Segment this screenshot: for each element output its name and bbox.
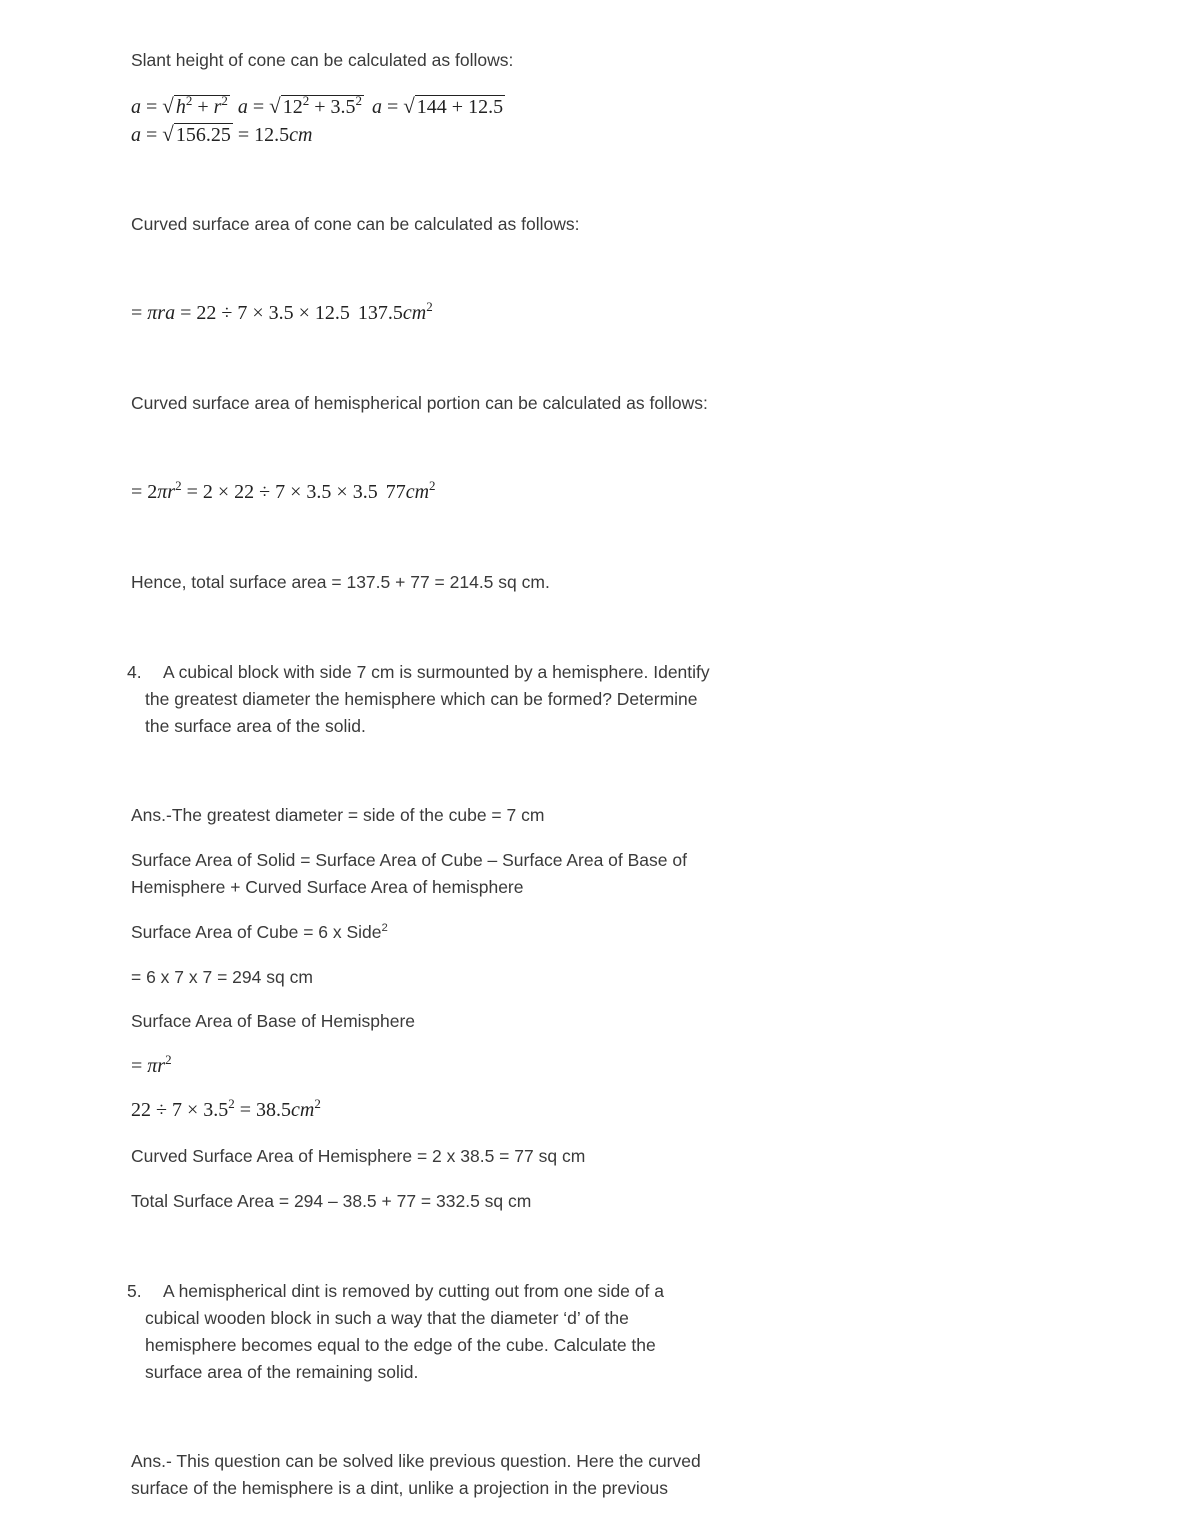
math-text: = (131, 302, 148, 324)
math-variable: a (371, 96, 382, 118)
sqrt-symbol: √ (162, 94, 174, 118)
sa-cube-exponent: 2 (381, 922, 388, 935)
math-text: = 12.5 (232, 124, 290, 146)
math-variable: h (175, 96, 186, 118)
answer-4-diameter: Ans.-The greatest diameter = side of the cube = 7 cm (131, 805, 545, 825)
math-variable: a (237, 96, 248, 118)
math-text: + 3.5 (309, 96, 356, 118)
math-variable: πra (147, 302, 176, 324)
math-variable: cm (405, 481, 430, 503)
question-line (127, 1278, 664, 1305)
math-text: 137.5 (357, 302, 403, 324)
question-line (145, 1359, 664, 1386)
math-variable: a (131, 96, 141, 118)
question-line (145, 713, 710, 740)
answer-5-line-2: surface of the hemisphere is a dint, unlike a projection in the previous (131, 1478, 668, 1498)
math-text: = (141, 96, 163, 118)
question-text: hemisphere becomes equal to the edge of the cube. Calculate the (145, 1335, 656, 1355)
math-variable: a (131, 124, 141, 146)
math-exponent: 2 (228, 1096, 235, 1112)
sa-solid-line-1: Surface Area of Solid = Surface Area of Cube – Surface Area of Base of (131, 850, 687, 870)
question-line (145, 1332, 664, 1359)
csa-hemisphere-calc: Curved Surface Area of Hemisphere = 2 x 38.5 = 77 sq cm (131, 1146, 586, 1166)
math-radicand (174, 123, 233, 146)
math-exponent: 2 (355, 93, 362, 109)
question-4 (127, 659, 710, 740)
slant-height-intro: Slant height of cone can be calculated as follows: (131, 50, 514, 70)
question-text: surface area of the remaining solid. (145, 1362, 419, 1382)
math-square-root (403, 93, 505, 121)
math-text: 144 + 12.5 (416, 96, 504, 118)
question-text: cubical wooden block in such a way that the diameter ‘d’ of the (145, 1308, 629, 1328)
base-calc (131, 1097, 321, 1124)
answer-5-line-1: Ans.- This question can be solved like previous question. Here the curved (131, 1451, 701, 1471)
math-square-root (162, 121, 233, 149)
question-text: A hemispherical dint is removed by cutting out from one side of a (163, 1281, 664, 1301)
slant-height-equation-1 (131, 93, 505, 121)
sqrt-symbol: √ (403, 94, 415, 118)
math-exponent: 2 (314, 1096, 321, 1112)
math-text: 77 (385, 481, 406, 503)
math-variable: πr (147, 1055, 166, 1077)
math-exponent: 2 (165, 1052, 172, 1068)
question-text: the surface area of the solid. (145, 716, 366, 736)
question-number: 5. (127, 1281, 142, 1301)
math-exponent: 2 (221, 93, 228, 109)
sa-cube-text: Surface Area of Cube = 6 x Side (131, 922, 382, 942)
math-text: = 2 (131, 481, 158, 503)
math-text: 22 ÷ 7 × 3.5 (131, 1099, 229, 1121)
total-sa-calc: Total Surface Area = 294 – 38.5 + 77 = 332.5 sq cm (131, 1191, 532, 1211)
math-variable: cm (402, 302, 427, 324)
math-radicand (174, 95, 230, 118)
math-text: = (247, 96, 270, 118)
math-exponent: 2 (302, 93, 310, 109)
math-radicand (415, 95, 505, 118)
csa-cone-equation (131, 300, 433, 327)
math-text: = (141, 124, 163, 146)
sqrt-symbol: √ (162, 122, 174, 146)
math-text: = 2 × 22 ÷ 7 × 3.5 × 3.5 (181, 481, 378, 503)
csa-hemisphere-intro: Curved surface area of hemispherical portion can be calculated as follows: (131, 393, 708, 413)
total-surface-area: Hence, total surface area = 137.5 + 77 = 214.5 sq cm. (131, 572, 550, 592)
math-text: = 22 ÷ 7 × 3.5 × 12.5 (175, 302, 350, 324)
sa-cube (131, 919, 388, 946)
math-text: 156.25 (175, 124, 231, 146)
math-square-root (269, 93, 364, 121)
math-text: + (192, 96, 214, 118)
math-exponent: 2 (429, 478, 436, 494)
sa-base-hemisphere: Surface Area of Base of Hemisphere (131, 1011, 416, 1031)
math-text: = (381, 96, 404, 118)
math-exponent: 2 (185, 93, 193, 109)
math-variable: cm (289, 124, 313, 146)
question-line (145, 686, 710, 713)
base-formula (131, 1053, 172, 1080)
math-text: = (131, 1055, 148, 1077)
sqrt-symbol: √ (269, 94, 281, 118)
csa-cone-intro: Curved surface area of cone can be calculated as follows: (131, 214, 580, 234)
question-text: A cubical block with side 7 cm is surmounted by a hemisphere. Identify (163, 662, 710, 682)
csa-hemisphere-equation (131, 479, 436, 506)
math-radicand (281, 95, 364, 118)
math-text: 12 (282, 96, 303, 118)
question-number: 4. (127, 662, 142, 682)
math-variable: r (213, 96, 222, 118)
math-exponent: 2 (175, 478, 182, 494)
math-variable: πr (157, 481, 176, 503)
question-line (127, 659, 710, 686)
math-variable: cm (291, 1099, 315, 1121)
question-line (145, 1305, 664, 1332)
math-exponent: 2 (426, 299, 433, 315)
question-5 (127, 1278, 664, 1386)
question-text: the greatest diameter the hemisphere which can be formed? Determine (145, 689, 698, 709)
sa-cube-calc: = 6 x 7 x 7 = 294 sq cm (131, 967, 313, 987)
sa-solid-line-2: Hemisphere + Curved Surface Area of hemisphere (131, 877, 524, 897)
slant-height-equation-2 (131, 121, 312, 149)
math-square-root (162, 93, 230, 121)
math-text: = 38.5 (234, 1099, 292, 1121)
